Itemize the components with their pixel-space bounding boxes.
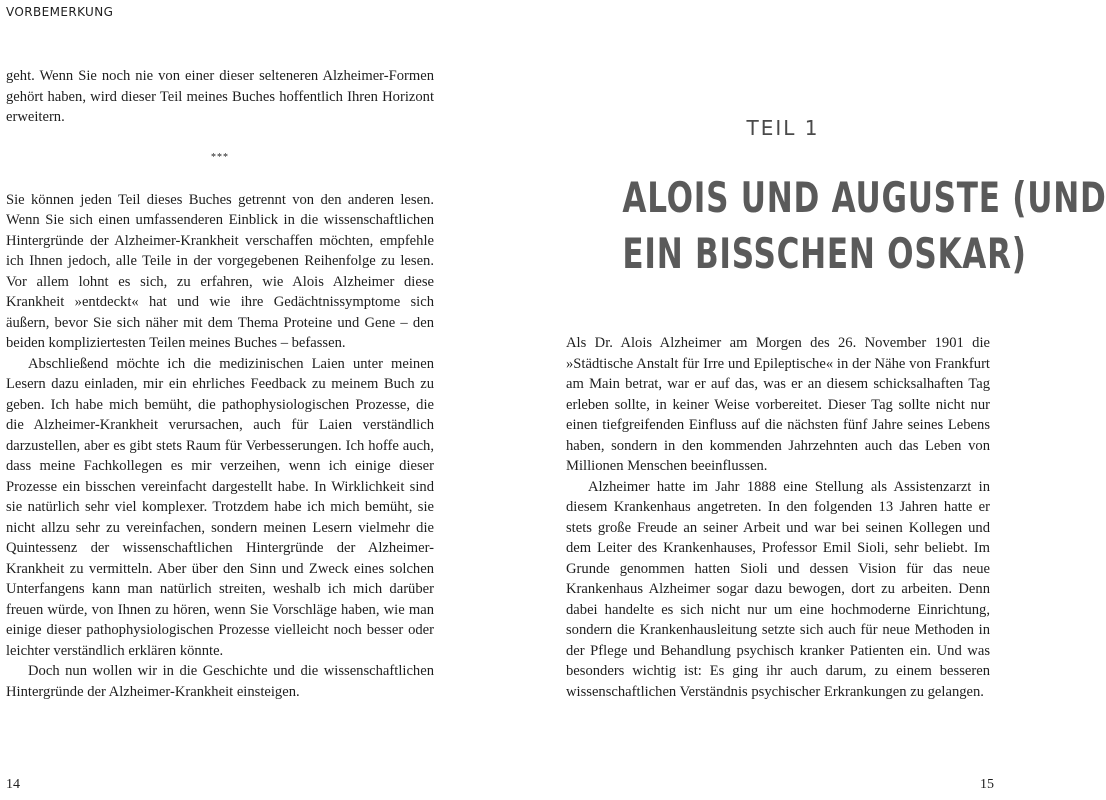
running-head: VORBEMERKUNG bbox=[6, 5, 114, 19]
chapter-title-line: EIN BISSCHEN OSKAR) bbox=[622, 229, 1027, 278]
left-page-text bbox=[6, 66, 434, 702]
page-number-left: 14 bbox=[6, 777, 20, 792]
section-separator: *** bbox=[211, 151, 229, 163]
paragraph: Sie können jeden Teil dieses Buches getrennt von den anderen lesen. Wenn Sie sich einen umfassenderen Einblick in die wissenschaftlichen Hintergründe der Alzheimer-Krankheit verschaffen möchten, empfehle ich Ihnen jedoch, alle Teile in der vorgegebenen Reihenfolge zu lesen. Vor allem lohnt es sich, zu erfahren, wie Alois Alzheimer diese Krankheit »entdeckt« hat und wie ihre Gedächtnissymptome sich äußern, bevor Sie sich näher mit dem Thema Proteine und Gene – den beiden kompliziertesten Teilen meines Buches – befassen. bbox=[6, 191, 434, 351]
paragraph: Doch nun wollen wir in die Geschichte und die wissenschaftlichen Hintergründe der Alzheimer-Krankheit einsteigen. bbox=[6, 663, 434, 700]
paragraph: geht. Wenn Sie noch nie von einer dieser selteneren Alzheimer-Formen gehört haben, wird dieser Teil meines Buches hoffentlich Ihren Horizont erweitern. bbox=[6, 68, 434, 125]
part-label: TEIL 1 bbox=[746, 116, 820, 140]
chapter-title bbox=[622, 170, 1106, 282]
right-page-text bbox=[566, 333, 990, 702]
chapter-title-line: ALOIS UND AUGUSTE (UND bbox=[622, 173, 1106, 222]
page-number-right: 15 bbox=[980, 777, 994, 792]
paragraph: Alzheimer hatte im Jahr 1888 eine Stellung als Assistenzarzt in diesem Krankenhaus angetreten. In den folgenden 13 Jahren hatte er stets große Freude an seiner Arbeit und war bei seinen Kollegen und dem Leiter des Krankenhauses, Professor Emil Sioli, sehr beliebt. Im Grunde genommen hatten Sioli und dessen Vision für das neue Krankenhaus Alzheimer sogar dazu bewogen, dort zu arbeiten. Denn dabei handelte es sich nicht nur um eine hochmoderne Einrichtung, sondern die Krankenhausleitung setzte sich auch für neue Methoden in der Pflege und Behandlung psychisch kranker Patienten ein. Und was besonders wichtig ist: Es ging ihr auch darum, zu einem besseren wissenschaftlichen Verständnis psychischer Erkrankungen zu gelangen. bbox=[566, 478, 990, 700]
paragraph: Abschließend möchte ich die medizinischen Laien unter meinen Lesern dazu einladen, mir ein ehrliches Feedback zu meinem Buch zu geben. Ich habe mich bemüht, die pathophysiologischen Prozesse, die die Alzheimer-Krankheit verursachen, auch für Laien verständlich darzustellen, aber es gibt stets Raum für Verbesserungen. Ich hoffe auch, dass meine Fachkollegen es mir verzeihen, wenn ich einige dieser Prozesse ein bisschen vereinfacht dargestellt habe. In Wirklichkeit sind sie natürlich sehr viel komplexer. Trotzdem habe ich mich bemüht, sie nicht allzu sehr zu vereinfachen, sondern meinen Lesern vielmehr die Quintessenz der wissenschaftlichen Hintergründe der Alzheimer-Krankheit zu vermitteln. Aber über den Sinn und Zweck eines solchen Unterfangens kann man natürlich streiten, weshalb ich mich darüber freuen würde, von Ihnen zu hören, wenn Sie Vorschläge haben, wie man einige dieser pathophysiologischen Prozesse vielleicht noch besser oder leichter verständlich erklären könnte. bbox=[6, 355, 434, 659]
paragraph: Als Dr. Alois Alzheimer am Morgen des 26. November 1901 die »Städtische Anstalt für Irre und Epileptische« in der Nähe von Frankfurt am Main betrat, war er auf das, was er an diesem schicksalhaften Tag erleben sollte, in keiner Weise vorbereitet. Dieser Tag sollte nicht nur einen tiefgreifenden Einfluss auf die nächsten fünf Jahre seines Lebens haben, sondern in den kommenden Jahrzehnten auch das Leben von Millionen Menschen beeinflussen. bbox=[566, 335, 990, 474]
